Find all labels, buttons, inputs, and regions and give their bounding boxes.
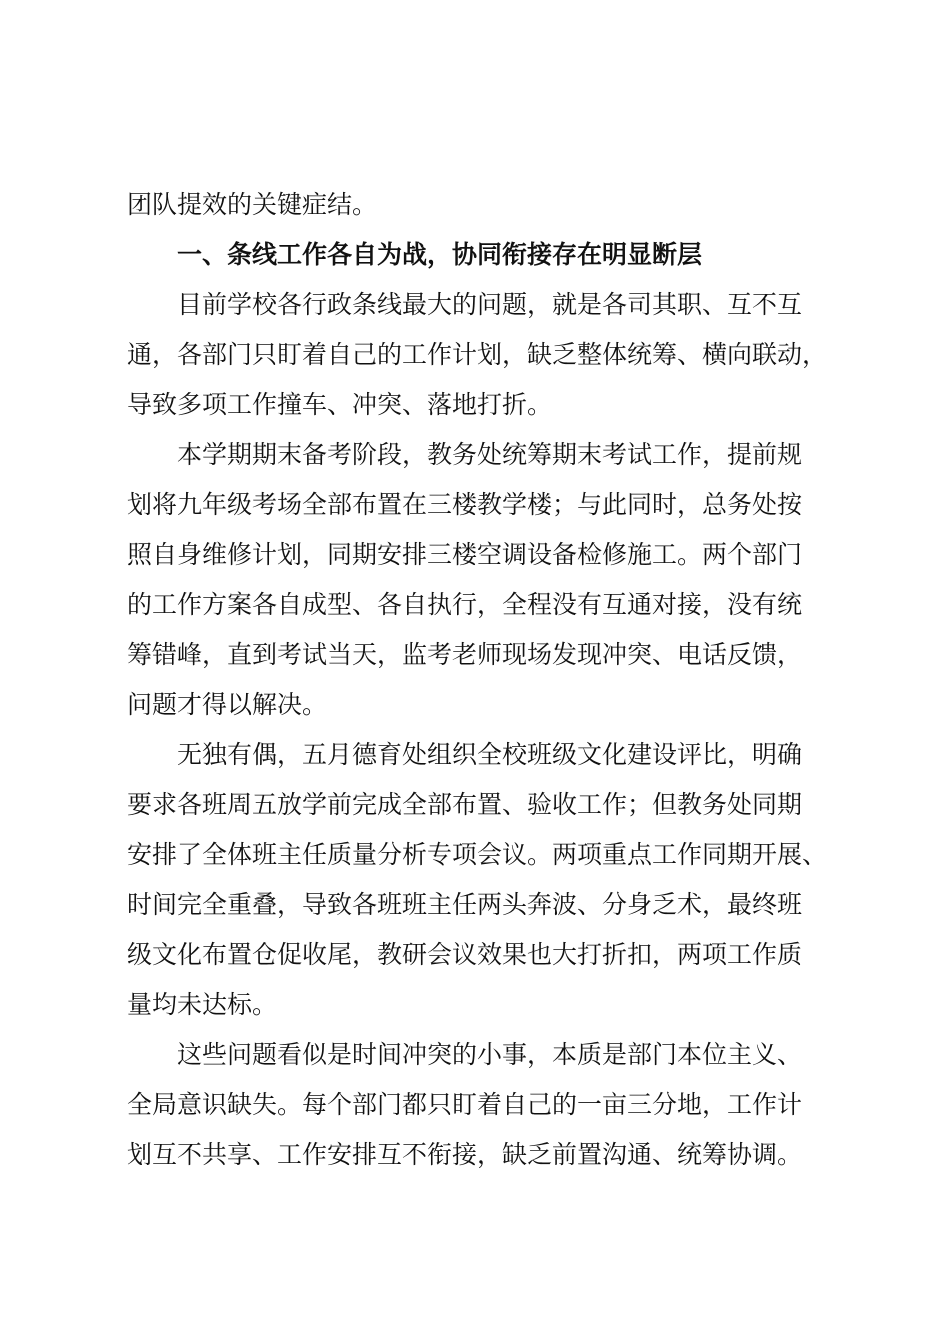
text-line: 本学期期末备考阶段，教务处统筹期末考试工作，提前规 <box>177 440 803 469</box>
text-line: 通，各部门只盯着自己的工作计划，缺乏整体统筹、横向联动， <box>127 340 828 369</box>
text-line: 级文化布置仓促收尾，教研会议效果也大打折扣，两项工作质 <box>127 940 803 969</box>
section-heading: 一、条线工作各自为战，协同衔接存在明显断层 <box>177 240 703 269</box>
text-line: 安排了全体班主任质量分析专项会议。两项重点工作同期开展、 <box>127 840 828 869</box>
text-line: 时间完全重叠，导致各班班主任两头奔波、分身乏术，最终班 <box>127 890 803 919</box>
text-line: 量均未达标。 <box>127 990 278 1019</box>
text-line: 要求各班周五放学前完成全部布置、验收工作；但教务处同期 <box>127 790 803 819</box>
text-line: 无独有偶，五月德育处组织全校班级文化建设评比，明确 <box>177 740 803 769</box>
text-line: 全局意识缺失。每个部门都只盯着自己的一亩三分地，工作计 <box>127 1090 803 1119</box>
text-line: 照自身维修计划，同期安排三楼空调设备检修施工。两个部门 <box>127 540 803 569</box>
text-line: 筹错峰，直到考试当天，监考老师现场发现冲突、电话反馈， <box>127 640 803 669</box>
text-line: 划将九年级考场全部布置在三楼教学楼；与此同时，总务处按 <box>127 490 803 519</box>
text-line: 导致多项工作撞车、冲突、落地打折。 <box>127 390 553 419</box>
text-line: 团队提效的关键症结。 <box>127 190 378 219</box>
text-line: 的工作方案各自成型、各自执行，全程没有互通对接，没有统 <box>127 590 803 619</box>
text-line: 目前学校各行政条线最大的问题，就是各司其职、互不互 <box>177 290 803 319</box>
text-line: 问题才得以解决。 <box>127 690 328 719</box>
text-line: 这些问题看似是时间冲突的小事，本质是部门本位主义、 <box>177 1040 803 1069</box>
text-line: 划互不共享、工作安排互不衔接，缺乏前置沟通、统筹协调。 <box>127 1140 803 1169</box>
